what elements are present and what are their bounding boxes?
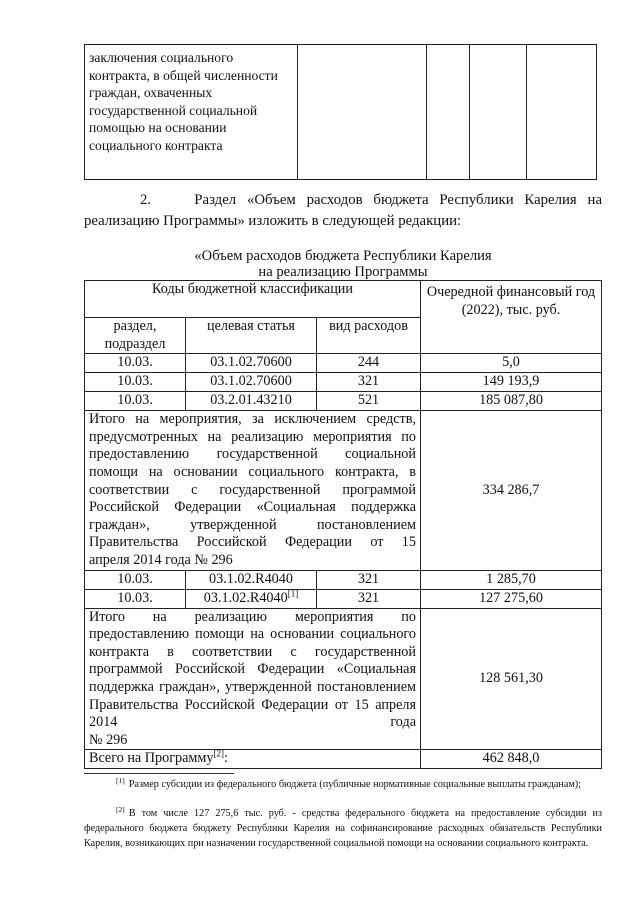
- fragment-empty-cell: [298, 45, 427, 180]
- subtotal-text: Итого на реализацию мероприятия по предоставлению помощи на основании социального контракта в соответствии с государственной программой Российской Федерации «Социальная поддержка граждан», утвержденной постановлением Правительства Российской Федерации от 15 апреля 2014 года № 296: [85, 608, 421, 750]
- total-row: [85, 750, 602, 769]
- footnote-separator: [84, 773, 234, 774]
- cell-amount: 5,0: [421, 354, 602, 373]
- fragment-empty-cell: [427, 45, 470, 180]
- total-amount: 462 848,0: [421, 750, 602, 769]
- fragment-empty-cell: [527, 45, 597, 180]
- header-target: целевая статья: [186, 318, 317, 354]
- cell-section: 10.03.: [85, 373, 186, 392]
- table-row: [85, 373, 602, 392]
- subtotal-row: [85, 411, 602, 570]
- cell-section: 10.03.: [85, 589, 186, 608]
- cell-target: 03.1.02.R4040[1]: [186, 589, 317, 608]
- amendment-paragraph: [84, 190, 602, 232]
- table-row: [85, 392, 602, 411]
- table-row: [85, 570, 602, 589]
- cell-amount: 149 193,9: [421, 373, 602, 392]
- footnote-ref-1[interactable]: [1]: [287, 587, 299, 598]
- subtotal-row: [85, 608, 602, 750]
- section-title-line2: на реализацию Программы: [258, 264, 428, 280]
- header-codes: Коды бюджетной классификации: [85, 281, 421, 318]
- subtotal-amount: 128 561,30: [421, 608, 602, 750]
- table-row: [85, 354, 602, 373]
- subtotal-amount: 334 286,7: [421, 411, 602, 570]
- cell-amount: 185 087,80: [421, 392, 602, 411]
- previous-table-fragment: [84, 44, 597, 180]
- footnote-ref-2[interactable]: [2]: [213, 748, 224, 759]
- header-year: Очередной финансовый год (2022), тыс. руб.: [421, 281, 602, 354]
- cell-expense: 321: [317, 570, 421, 589]
- header-expense: вид расходов: [317, 318, 421, 354]
- cell-amount: 127 275,60: [421, 589, 602, 608]
- cell-section: 10.03.: [85, 354, 186, 373]
- cell-target: 03.1.02.R4040: [186, 570, 317, 589]
- section-title-line1: «Объем расходов бюджета Республики Карелия: [194, 248, 492, 264]
- fragment-text-cell: заключения социального контракта, в общей численности граждан, охваченных государственной социальной помощью на основании социального контракта: [85, 45, 298, 180]
- cell-target: 03.1.02.70600: [186, 373, 317, 392]
- footnote-2: [2] В том числе 127 275,6 тыс. руб. - средства федерального бюджета на предоставление субсидии из федерального бюджета бюджету Республики Карелия на софинансирование расходных обязательств Республики Карелия, возникающих при назначении государственной социальной помощи на основании социального контракта.: [84, 804, 602, 849]
- cell-expense: 321: [317, 373, 421, 392]
- paragraph-number: 2.: [140, 192, 152, 208]
- header-section: раздел, подраздел: [85, 318, 186, 354]
- cell-section: 10.03.: [85, 392, 186, 411]
- table-row: [85, 589, 602, 608]
- cell-target: 03.2.01.43210: [186, 392, 317, 411]
- cell-expense: 321: [317, 589, 421, 608]
- fragment-empty-cell: [470, 45, 527, 180]
- cell-expense: 521: [317, 392, 421, 411]
- budget-table: [84, 280, 602, 769]
- total-label: Всего на Программу[2]:: [85, 750, 421, 769]
- cell-section: 10.03.: [85, 570, 186, 589]
- cell-amount: 1 285,70: [421, 570, 602, 589]
- paragraph-text: Раздел «Объем расходов бюджета Республики Карелия на реализацию Программы» изложить в следующей редакции:: [84, 192, 603, 229]
- subtotal-text: Итого на мероприятия, за исключением средств, предусмотренных на реализацию мероприятия по предоставлению государственной социальной помощи на основании социального контракта, в соответствии с государственной программой Российской Федерации «Социальная поддержка граждан», утвержденной постановлением Правительства Российской Федерации от 15 апреля 2014 года № 296: [85, 411, 421, 570]
- footnote-1: [1] Размер субсидии из федерального бюджета (публичные нормативные социальные выплаты гражданам);: [116, 775, 582, 790]
- cell-expense: 244: [317, 354, 421, 373]
- cell-target: 03.1.02.70600: [186, 354, 317, 373]
